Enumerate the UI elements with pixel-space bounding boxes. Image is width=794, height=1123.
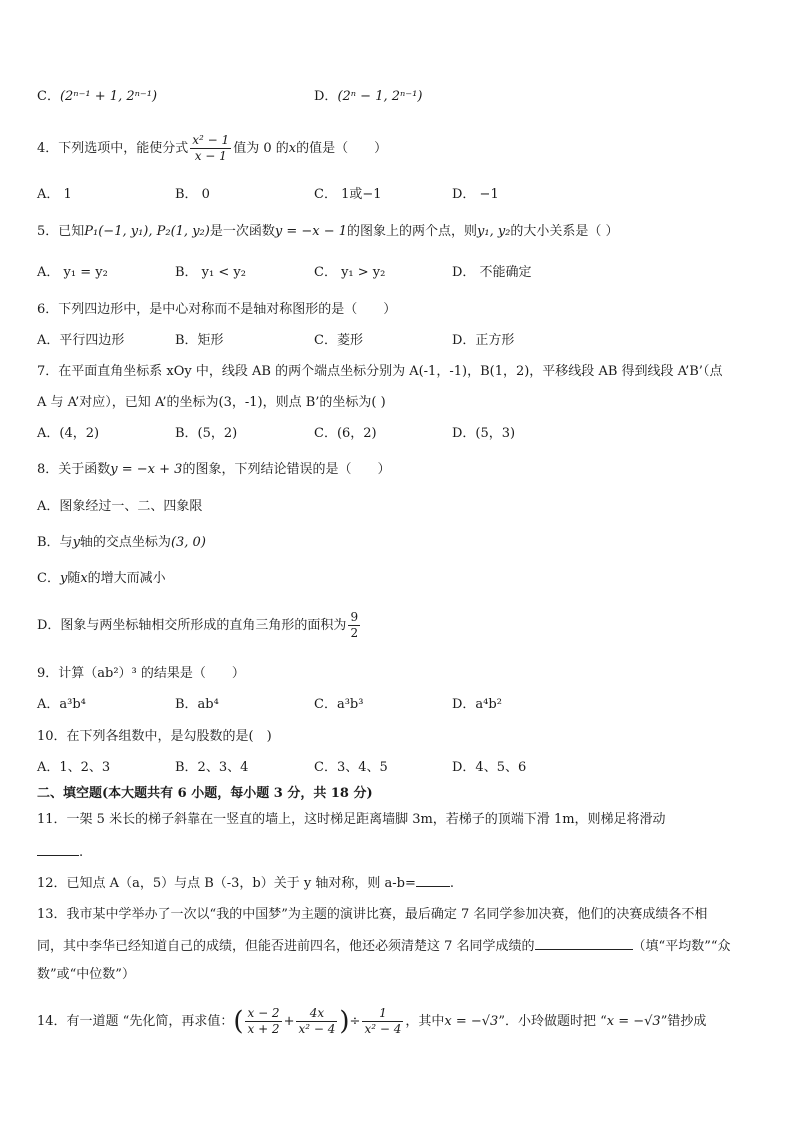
q4-option-b: B． 0 [175,187,210,202]
q8-stem: 8．关于函数y = −x + 3的图象，下列结论错误的是（ ） [37,462,391,477]
q4-stem: 4．下列选项中，能使分式 $\frac{\text{x² − 1}}{x - 1}$ 值为 0 的x的值是（ ） [37,133,388,163]
q6-stem: 6．下列四边形中，是中心对称而不是轴对称图形的是（ ） [37,302,397,317]
q7-option-d: D．(5，3) [452,426,516,441]
q14-fraction-3: $\frac{1}{\text{x² − 4}}$ [364,1006,402,1036]
q3-option-d: D．(2ⁿ − 1, 2ⁿ⁻¹) [314,89,423,104]
q5-option-a: A． y₁ = y₂ [37,265,108,280]
q8-option-c: C．y随x的增大而减小 [37,571,166,586]
q14-fraction-1: $\frac{x - 2}{x + 2}$ [247,1006,280,1036]
q7-option-c: C．(6，2) [314,426,377,441]
q8-option-a: A．图象经过一、二、四象限 [37,499,203,514]
q8-option-b: B．与y轴的交点坐标为(3, 0) [37,535,206,550]
q9-option-b: B．ab⁴ [175,697,219,712]
q11-stem: 11．一架 5 米长的梯子斜靠在一竖直的墙上，这时梯足距离墙脚 3m，若梯子的顶端下滑 1m，则梯足将滑动 [37,812,666,827]
q6-option-c: C．菱形 [314,333,363,348]
q3-option-c: C．(2ⁿ⁻¹ + 1, 2ⁿ⁻¹) [37,89,158,104]
q8-area-fraction: $\frac{9}{2}$ [350,610,359,640]
q5-option-d: D． 不能确定 [452,265,532,280]
q7-stem-line1: 7．在平面直角坐标系 xOy 中，线段 AB 的两个端点坐标分别为 A(-1，-1)，B(1，2)，平移线段 AB 得到线段 A’B’（点 [37,364,723,379]
q5-option-c: C． y₁ > y₂ [314,265,386,280]
q13-stem-line2: 同，其中李华已经知道自己的成绩，但能否进前四名，他还必须清楚这 7 名同学成绩的 （填“平均数”“众 [37,939,731,954]
q7-option-a: A．(4，2) [37,426,100,441]
q10-option-a: A．1、2、3 [37,760,111,775]
q5-option-b: B． y₁ < y₂ [175,265,246,280]
q6-option-d: D．正方形 [452,333,515,348]
q8-option-d: D．图象与两坐标轴相交所形成的直角三角形的面积为 $\frac{9}{2}$ [37,610,359,640]
q9-stem: 9．计算（ab²）³ 的结果是（ ） [37,666,245,681]
q14-stem: 14．有一道题 “先化简，再求值：( $\frac{x - 2}{x + 2}$ + $\frac{4x}{\text{x² − 4}}$ )÷ $\frac{1}{\text{x² − 4}}$ ，其中x = −√3”．小玲做题时把 “x = −√3”错抄成 [37,1006,707,1037]
q4-option-d: D． −1 [452,187,499,202]
q11-blank[interactable] [37,843,79,856]
q10-option-c: C．3、4、5 [314,760,388,775]
q6-option-a: A．平行四边形 [37,333,125,348]
q10-option-d: D．4、5、6 [452,760,527,775]
q10-stem: 10．在下列各组数中，是勾股数的是( ) [37,729,272,744]
q9-option-c: C．a³b³ [314,697,364,712]
q13-blank[interactable] [535,937,633,950]
q6-option-b: B．矩形 [175,333,224,348]
q4-option-a: A． 1 [37,187,72,202]
section-fill-in-heading: 二、填空题(本大题共有 6 小题，每小题 3 分，共 18 分) [37,786,373,801]
q12-blank[interactable] [416,874,450,887]
q13-stem-line3: 数”或“中位数”） [37,967,135,982]
q12-stem: 12．已知点 A（a，5）与点 B（-3，b）关于 y 轴对称，则 a-b= . [37,876,454,891]
q10-option-b: B．2、3、4 [175,760,249,775]
q4-option-c: C． 1或−1 [314,187,382,202]
q13-stem-line1: 13．我市某中学举办了一次以“我的中国梦”为主题的演讲比赛，最后确定 7 名同学参加决赛，他们的决赛成绩各不相 [37,907,708,922]
q11-answer-line: . [37,843,83,862]
q9-option-a: A．a³b⁴ [37,697,86,712]
q7-option-b: B．(5，2) [175,426,238,441]
q14-fraction-2: $\frac{4x}{\text{x² − 4}}$ [298,1006,336,1036]
q4-fraction: $\frac{\text{x² − 1}}{x - 1}$ [192,133,230,163]
q7-stem-line2: A 与 A’对应），已知 A’的坐标为(3，-1)，则点 B’的坐标为( ) [37,395,386,410]
q9-option-d: D．a⁴b² [452,697,502,712]
q5-stem: 5．已知P₁(−1, y₁), P₂(1, y₂)是一次函数y = −x − 1的图象上的两个点，则y₁, y₂的大小关系是（ ） [37,224,619,239]
